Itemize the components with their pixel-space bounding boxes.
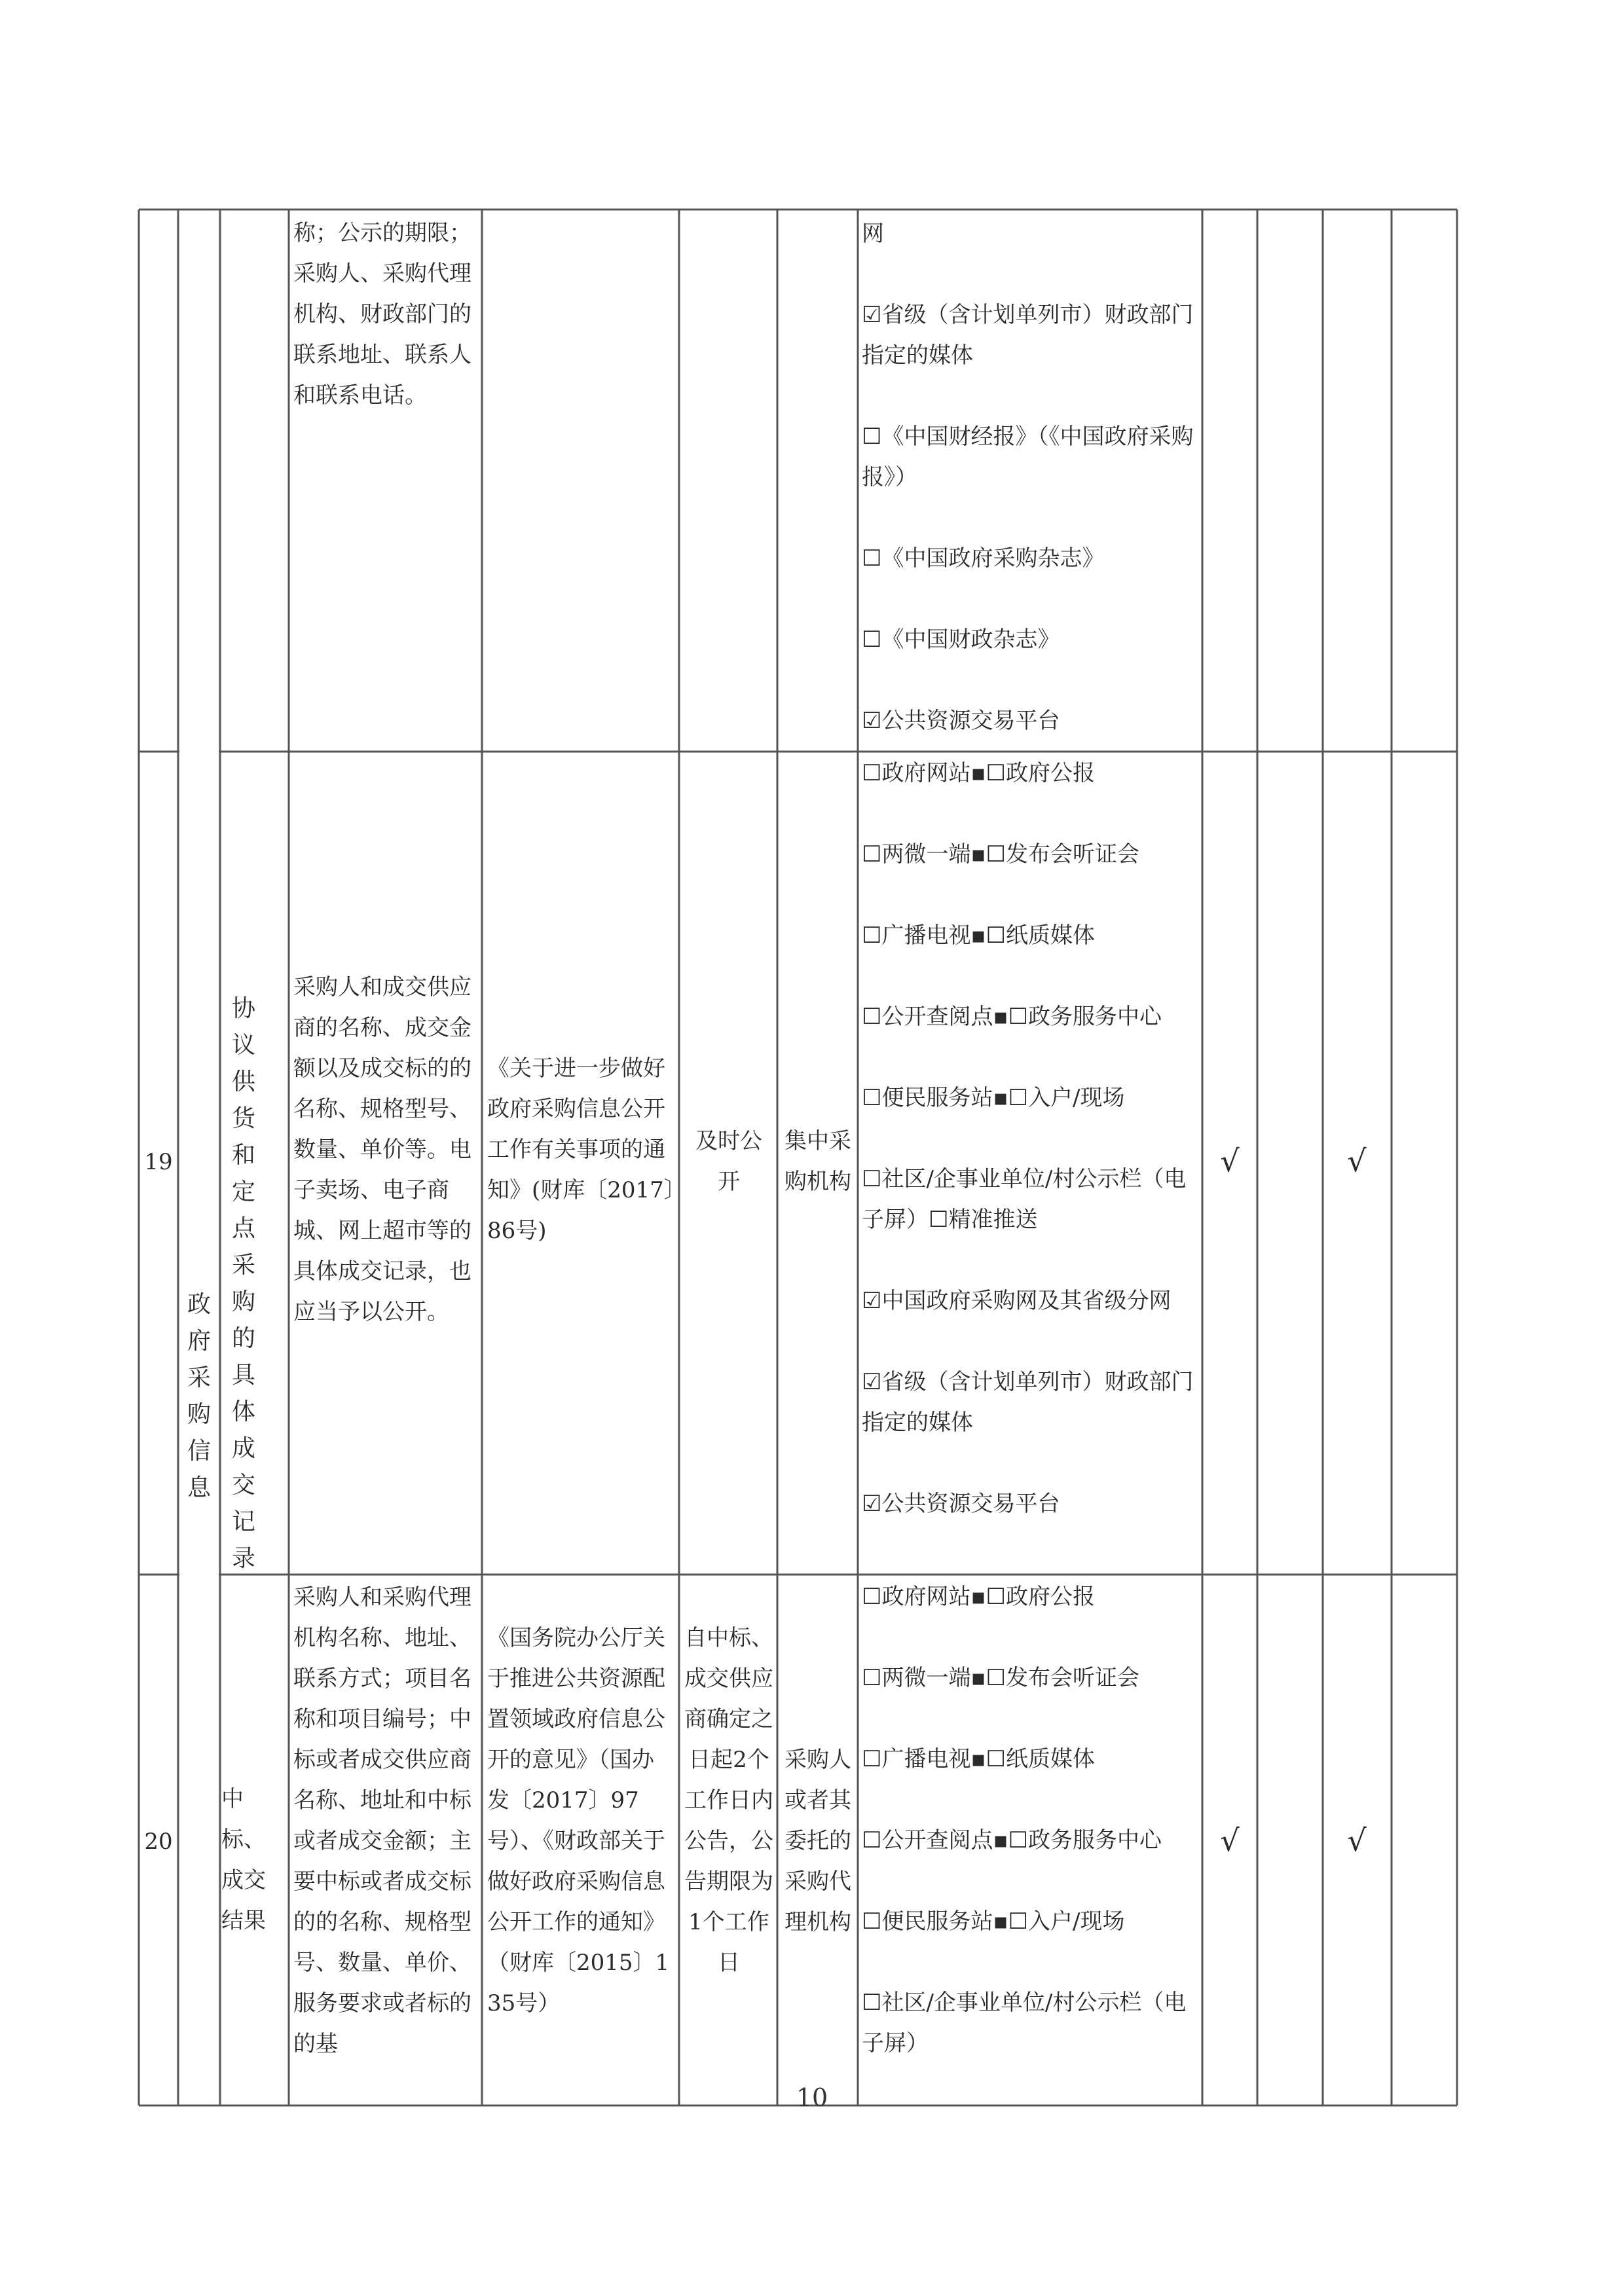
channel-option: ☐两微一端▪☐发布会听证会 xyxy=(862,841,1140,867)
channel-option: ☐便民服务站▪☐入户/现场 xyxy=(862,1085,1125,1111)
row-19-channels xyxy=(862,753,1200,1524)
row-19-no: 19 xyxy=(144,1149,173,1175)
row-20-channels xyxy=(862,1576,1200,2064)
row-19-time-limit: 及时公开 xyxy=(695,1128,762,1195)
page-number: 10 xyxy=(796,2083,828,2112)
channel-option: ☐《中国财政杂志》 xyxy=(862,627,1060,653)
row-19-basis: 《关于进一步做好政府采购信息公开工作有关事项的通知》(财库〔2017〕86号) xyxy=(487,1055,675,1244)
row-20-basis: 《国务院办公厅关于推进公共资源配置领域政府信息公开的意见》（国办发〔2017〕97号）、《财政部关于做好政府采购信息公开工作的通知》（财库〔2015〕135号） xyxy=(487,1625,670,2016)
channel-option: 网 xyxy=(862,221,884,247)
channel-option: ☐政府网站▪☐政府公报 xyxy=(862,760,1096,786)
channel-option: ☐社区/企事业单位/村公示栏（电子屏）☐精准推送 xyxy=(862,1166,1187,1233)
row-20-no: 20 xyxy=(144,1829,173,1855)
row-19-subject: 集中采购机构 xyxy=(784,1128,851,1195)
channel-option: ☐两微一端▪☐发布会听证会 xyxy=(862,1665,1140,1691)
cont-channels xyxy=(862,213,1200,741)
channel-option: ☐广播电视▪☐纸质媒体 xyxy=(862,922,1096,949)
row-19-item: 协议供货和定点采购的具体成交记录 xyxy=(231,995,255,1572)
row-19-mark-b: √ xyxy=(1347,1143,1367,1178)
row-20-mark-a: √ xyxy=(1220,1823,1240,1858)
channel-option: ☐广播电视▪☐纸质媒体 xyxy=(862,1746,1096,1772)
channel-option: ☑公共资源交易平台 xyxy=(862,708,1060,734)
row-20-content: 采购人和采购代理机构名称、地址、联系方式；项目名称和项目编号；中标或者成交供应商名称、地址和中标或者成交金额；主要中标或者成交标的的名称、规格型号、数量、单价、服务要求或者标的的基 xyxy=(293,1584,471,2057)
row-19-content: 采购人和成交供应商的名称、成交金额以及成交标的的名称、规格型号、数量、单价等。电子卖场、电子商城、网上超市等的具体成交记录，也应当予以公开。 xyxy=(293,974,471,1325)
category-label: 政府采购信息 xyxy=(187,1291,211,1501)
channel-option: ☑公共资源交易平台 xyxy=(862,1491,1060,1517)
cont-content: 称；公示的期限； 采购人、采购代理 机构、财政部门的 联系地址、联系人 和联系电话。 xyxy=(293,220,471,409)
channel-option: ☐政府网站▪☐政府公报 xyxy=(862,1584,1096,1610)
row-19-mark-a: √ xyxy=(1220,1143,1240,1178)
channel-option: ☐《中国政府采购杂志》 xyxy=(862,545,1105,572)
channel-option: ☐《中国财经报》（《中国政府采购报》） xyxy=(862,424,1194,490)
channel-option: ☐公开查阅点▪☐政务服务中心 xyxy=(862,1827,1162,1853)
channel-option: ☐便民服务站▪☐入户/现场 xyxy=(862,1908,1125,1935)
channel-option: ☐社区/企事业单位/村公示栏（电子屏） xyxy=(862,1990,1187,2056)
row-20-subject: 采购人或者其委托的采购代理机构 xyxy=(784,1747,851,1935)
row-20-time-limit: 自中标、成交供应商确定之日起2个工作日内公告，公告期限为1个工作日 xyxy=(684,1625,773,1976)
channel-option: ☑中国政府采购网及其省级分网 xyxy=(862,1288,1172,1314)
row-20-mark-b: √ xyxy=(1347,1823,1367,1858)
channel-option: ☑省级（含计划单列市）财政部门指定的媒体 xyxy=(862,1369,1194,1436)
channel-option: ☐公开查阅点▪☐政务服务中心 xyxy=(862,1004,1162,1030)
channel-option: ☑省级（含计划单列市）财政部门指定的媒体 xyxy=(862,302,1194,369)
row-20-item: 中标、成交结果 xyxy=(221,1786,266,1934)
